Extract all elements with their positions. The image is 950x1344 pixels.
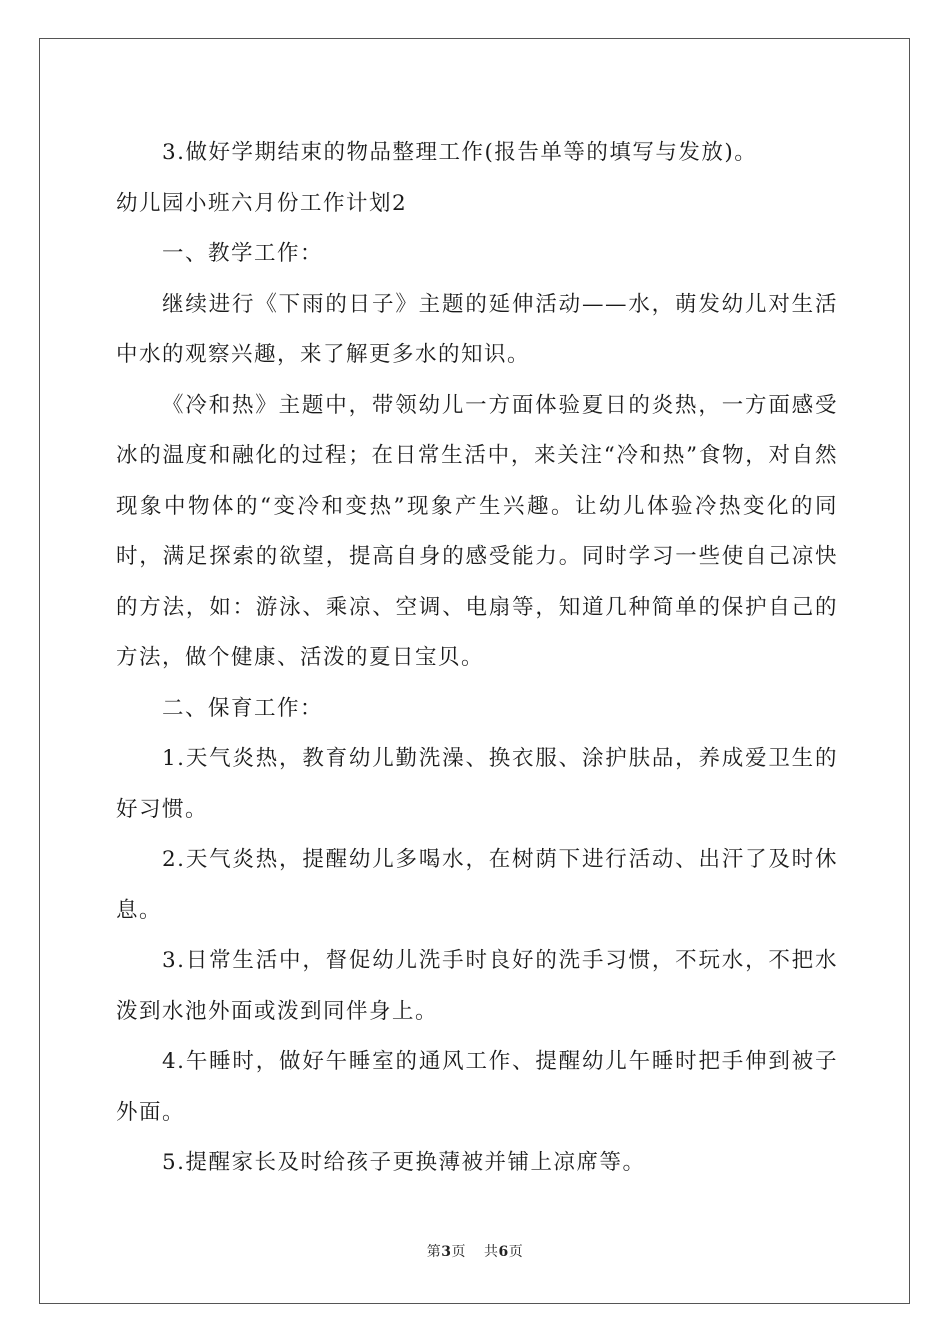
paragraph: 《冷和热》主题中，带领幼儿一方面体验夏日的炎热，一方面感受冰的温度和融化的过程；在日常生活中，来关注“冷和热”食物，对自然现象中物体的“变冷和变热”现象产生兴趣。让幼儿体验冷热变化的同时，满足探索的欲望，提高自身的感受能力。同时学习一些使自己凉快的方法，如：游泳、乘凉、空调、电扇等，知道几种简单的保护自己的方法，做个健康、活泼的夏日宝贝。 [116,392,838,670]
total-suffix: 页 [508,1244,524,1260]
total-pages: 6 [498,1244,509,1260]
section-title: 幼儿园小班六月份工作计划2 [116,190,408,216]
paragraph: 继续进行《下雨的日子》主题的延伸活动——水，萌发幼儿对生活中水的观察兴趣，来了解更多水的知识。 [116,291,838,367]
list-item: 5.提醒家长及时给孩子更换薄被并铺上凉席等。 [162,1150,646,1175]
list-item: 4.午睡时，做好午睡室的通风工作、提醒幼儿午睡时把手伸到被子外面。 [116,1049,838,1125]
subsection-heading: 二、保育工作： [162,695,324,721]
list-item: 3.日常生活中，督促幼儿洗手时良好的洗手习惯，不玩水，不把水泼到水池外面或泼到同伴身上。 [116,948,838,1024]
page-footer [0,1241,950,1261]
total-prefix: 共 [484,1244,499,1260]
page-suffix: 页 [451,1244,466,1260]
list-item: 1.天气炎热，教育幼儿勤洗澡、换衣服、涂护肤品，养成爱卫生的好习惯。 [116,746,838,822]
document-body [116,128,838,1189]
page-prefix: 第 [426,1244,442,1260]
paragraph: 3.做好学期结束的物品整理工作(报告单等的填写与发放)。 [162,140,758,165]
subsection-heading: 一、教学工作： [162,241,324,266]
page-number: 3 [441,1244,452,1260]
list-item: 2.天气炎热，提醒幼儿多喝水，在树荫下进行活动、出汗了及时休息。 [116,847,838,923]
